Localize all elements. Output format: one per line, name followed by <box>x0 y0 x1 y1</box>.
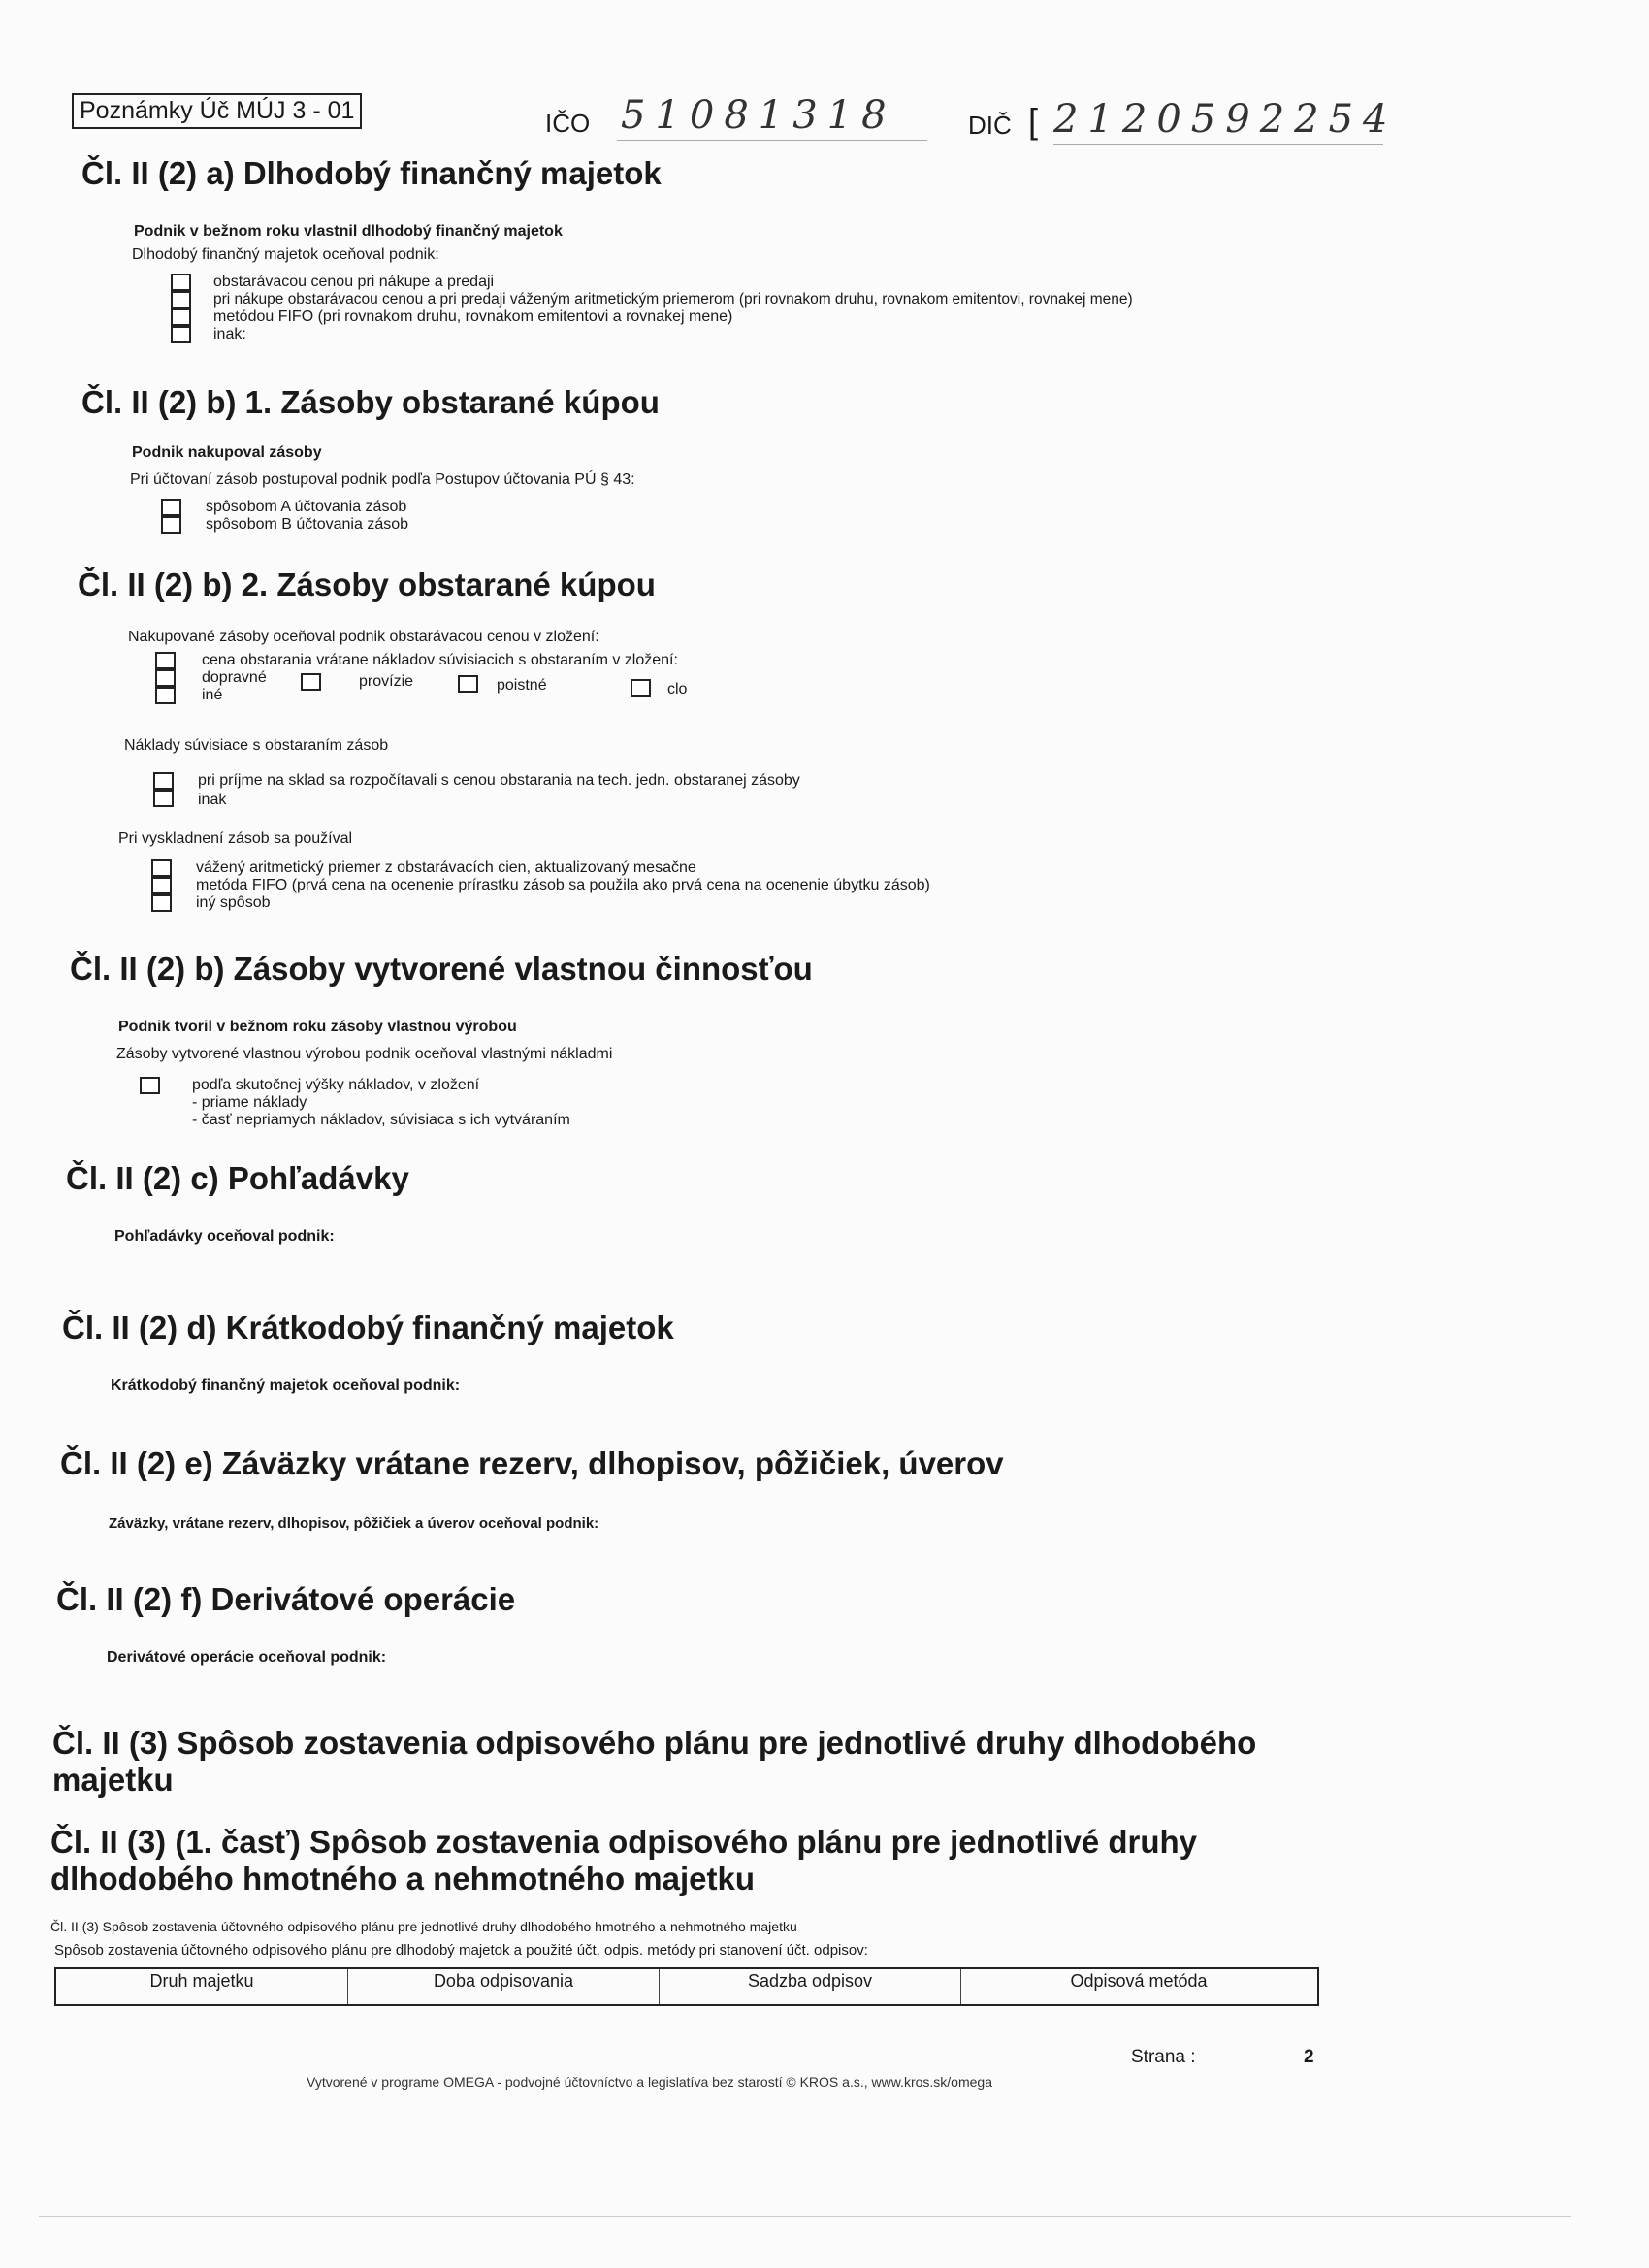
option-label: vážený aritmetický priemer z obstarávacích cien, aktualizovaný mesačne <box>196 859 696 876</box>
form-tag: Poznámky Úč MÚJ 3 - 01 <box>72 93 362 129</box>
section-text: Pri účtovaní zásob postupoval podnik podľa Postupov účtovania PÚ § 43: <box>130 471 635 488</box>
option-label: inak: <box>213 326 246 342</box>
option-label: pri príjme na sklad sa rozpočítavali s cenou obstarania na tech. jedn. obstaranej zásoby <box>198 772 800 789</box>
option-label: inak <box>198 792 227 808</box>
ico-label: IČO <box>545 109 591 138</box>
option-label: iné <box>202 687 223 703</box>
option-label: pri nákupe obstarávacou cenou a pri predaji váženým aritmetickým priemerom (pri rovnakom druhu, rovnakom emitentovi, rovnakej mene) <box>213 291 1133 308</box>
checkbox[interactable] <box>153 790 174 807</box>
divider <box>39 2216 1571 2217</box>
section-heading: Čl. II (2) b) Zásoby vytvorené vlastnou činnosťou <box>70 951 813 987</box>
section-text: Náklady súvisiace s obstaraním zásob <box>124 737 389 754</box>
section-heading-continued: dlhodobého hmotného a nehmotného majetku <box>50 1861 755 1896</box>
page-number: 2 <box>1304 2047 1314 2067</box>
option-label: metódou FIFO (pri rovnakom druhu, rovnakom emitentovi a rovnakej mene) <box>213 308 733 325</box>
column-header: Sadzba odpisov <box>660 1969 961 2004</box>
section-subheading: Podnik v bežnom roku vlastnil dlhodobý finančný majetok <box>134 223 563 240</box>
option-label: - priame náklady <box>192 1094 307 1111</box>
checkbox[interactable] <box>140 1077 160 1094</box>
option-label: dopravné <box>202 669 267 686</box>
section-heading: Čl. II (3) Spôsob zostavenia odpisového plánu pre jednotlivé druhy dlhodobého <box>52 1725 1257 1761</box>
checkbox[interactable] <box>155 669 176 687</box>
checkbox[interactable] <box>458 675 478 693</box>
section-text: Dlhodobý finančný majetok oceňoval podnik: <box>132 246 439 263</box>
option-label: provízie <box>359 673 414 690</box>
checkbox[interactable] <box>151 859 172 877</box>
depreciation-table-header <box>54 1967 1319 2006</box>
checkbox[interactable] <box>630 679 651 697</box>
section-heading: Čl. II (2) f) Derivátové operácie <box>56 1581 516 1617</box>
option-label: spôsobom B účtovania zásob <box>206 516 409 533</box>
checkbox[interactable] <box>155 652 176 669</box>
column-header: Odpisová metóda <box>1070 1971 1208 1991</box>
section-heading: Čl. II (2) b) 1. Zásoby obstarané kúpou <box>81 384 660 420</box>
checkbox[interactable] <box>171 274 191 291</box>
checkbox[interactable] <box>153 772 174 790</box>
column-header: Druh majetku <box>56 1969 348 2004</box>
section-heading: Čl. II (3) (1. časť) Spôsob zostavenia odpisového plánu pre jednotlivé druhy <box>50 1824 1198 1860</box>
column-header: Doba odpisovania <box>348 1969 660 2004</box>
section-text: Pri vyskladnení zásob sa používal <box>118 830 353 847</box>
option-label: metóda FIFO (prvá cena na ocenenie prírastku zásob sa použila ako prvá cena na ocenenie úbytku zásob) <box>196 877 930 893</box>
option-label: poistné <box>497 677 547 694</box>
option-label: podľa skutočnej výšky nákladov, v zložení <box>192 1077 480 1093</box>
section-text: Nakupované zásoby oceňoval podnik obstarávacou cenou v zložení: <box>128 629 599 645</box>
section-subheading: Derivátové operácie oceňoval podnik: <box>107 1649 387 1666</box>
option-label: spôsobom A účtovania zásob <box>206 499 407 515</box>
checkbox[interactable] <box>151 894 172 912</box>
section-subheading: Podnik tvoril v bežnom roku zásoby vlastnou výrobou <box>118 1019 517 1035</box>
option-label: clo <box>667 681 688 697</box>
section-subheading: Pohľadávky oceňoval podnik: <box>114 1228 335 1245</box>
section-heading-continued: majetku <box>52 1762 174 1798</box>
checkbox[interactable] <box>171 326 191 343</box>
checkbox[interactable] <box>161 499 181 516</box>
option-label: - časť nepriamych nákladov, súvisiaca s ich vytváraním <box>192 1112 570 1128</box>
option-label: iný spôsob <box>196 894 271 911</box>
section-heading: Čl. II (2) d) Krátkodobý finančný majetok <box>62 1310 674 1345</box>
section-heading: Čl. II (2) c) Pohľadávky <box>66 1160 409 1196</box>
ico-value: 51081318 <box>621 93 896 138</box>
section-text: Spôsob zostavenia účtovného odpisového plánu pre dlhodobý majetok a použité účt. odpis. metódy pri stanovení účt. odpisov: <box>54 1942 868 1959</box>
section-text: Zásoby vytvorené vlastnou výrobou podnik oceňoval vlastnými nákladmi <box>116 1046 613 1062</box>
option-label: obstarávacou cenou pri nákupe a predaji <box>213 274 495 290</box>
checkbox[interactable] <box>171 291 191 308</box>
dic-label: DIČ <box>968 111 1012 140</box>
checkbox[interactable] <box>151 877 172 894</box>
checkbox[interactable] <box>301 673 321 691</box>
dic-value: 2120592254 <box>1053 97 1398 142</box>
dic-bracket: [ <box>1028 101 1039 141</box>
section-heading: Čl. II (2) b) 2. Zásoby obstarané kúpou <box>78 567 656 602</box>
checkbox[interactable] <box>155 687 176 704</box>
checkbox[interactable] <box>171 308 191 326</box>
checkbox[interactable] <box>161 516 181 534</box>
page-label: Strana : <box>1131 2047 1196 2067</box>
section-heading: Čl. II (2) e) Záväzky vrátane rezerv, dlhopisov, pôžičiek, úverov <box>60 1445 1004 1481</box>
section-subheading: Záväzky, vrátane rezerv, dlhopisov, pôžičiek a úverov oceňoval podnik: <box>109 1515 599 1532</box>
section-heading: Čl. II (2) a) Dlhodobý finančný majetok <box>81 155 662 191</box>
section-subheading: Podnik nakupoval zásoby <box>132 444 322 461</box>
footer-credit: Vytvorené v programe OMEGA - podvojné účtovníctvo a legislatíva bez starostí © KROS a.s., www.kros.sk/omega <box>307 2074 992 2090</box>
option-label: cena obstarania vrátane nákladov súvisiacich s obstaraním v zložení: <box>202 652 678 668</box>
section-subheading: Krátkodobý finančný majetok oceňoval podnik: <box>111 1377 461 1394</box>
section-text: Čl. II (3) Spôsob zostavenia účtovného odpisového plánu pre jednotlivé druhy dlhodobého hmotného a nehmotného majetku <box>50 1919 797 1934</box>
